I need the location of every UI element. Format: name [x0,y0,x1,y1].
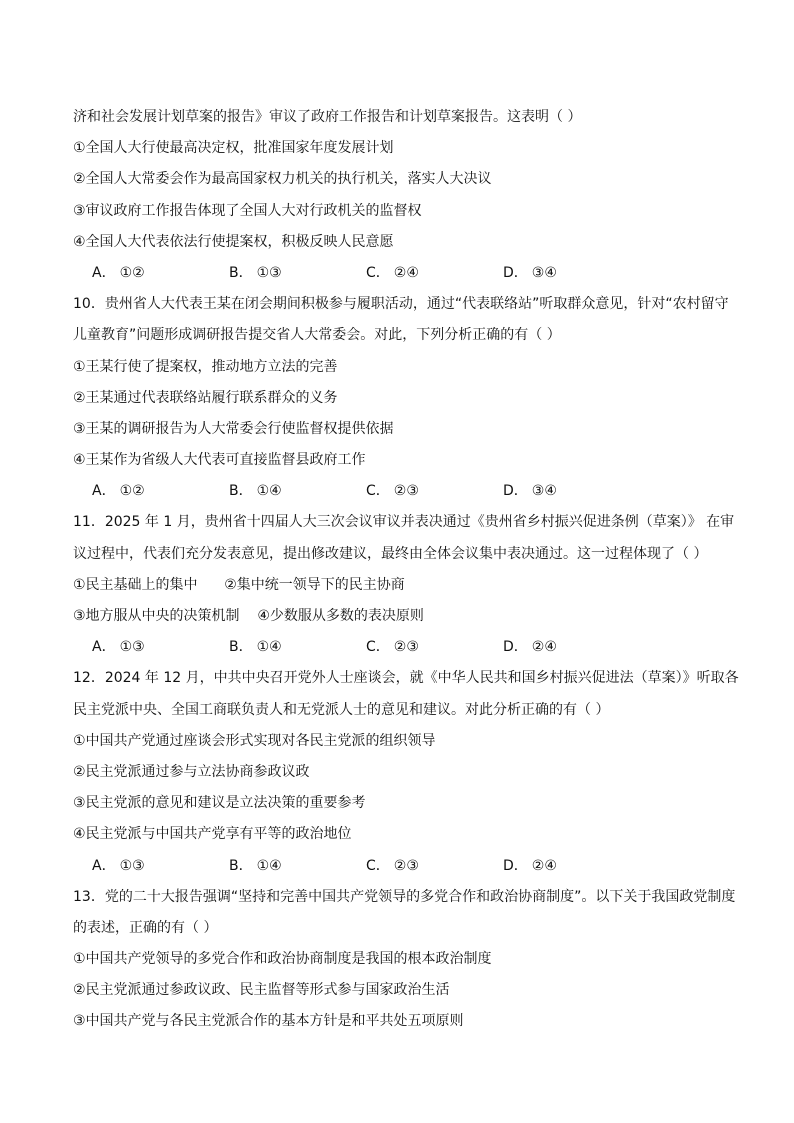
q11-items-row-1: ①民主基础上的集中 ②集中统一领导下的民主协商 [73,576,405,593]
q11-items-row-2: ③地方服从中央的决策机制 ④少数服从多数的表决原则 [73,608,424,624]
q9-option-b[interactable]: B． ①③ [229,264,282,281]
q13-item-3: ③中国共产党与各民主党派合作的基本方针是和平共处五项原则 [73,1013,464,1030]
q9-item-4: ④全国人大代表依法行使提案权，积极反映人民意愿 [73,233,394,250]
q10-options [73,476,723,507]
q12-item-2: ②民主党派通过参与立法协商参政议政 [73,763,310,780]
q13-stem-line-2: 的表述，正确的有（ ） [73,919,218,936]
q12-option-c[interactable]: C． ②③ [366,857,419,874]
q12-stem-line-2: 民主党派中央、全国工商联负责人和无党派人士的意见和建议。对此分析正确的有（ ） [73,701,610,718]
q11-option-c[interactable]: C． ②③ [366,639,419,656]
q12-options [73,851,723,882]
q9-item-2: ②全国人大常委会作为最高国家权力机关的执行机关，落实人大决议 [73,171,492,188]
q10-option-a[interactable]: A． ①② [92,483,145,500]
q10-item-3: ③王某的调研报告为人大常委会行使监督权提供依据 [73,420,394,437]
q13-item-2: ②民主党派通过参政议政、民主监督等形式参与国家政治生活 [73,982,450,999]
q10-item-4: ④王某作为省级人大代表可直接监督县政府工作 [73,452,366,469]
q11-option-b[interactable]: B． ①④ [229,639,282,656]
q11-option-d[interactable]: D． ②④ [503,639,557,656]
q10-item-2: ②王某通过代表联络站履行联系群众的义务 [73,389,338,406]
q10-option-b[interactable]: B． ①④ [229,483,282,500]
exam-page [73,102,739,1038]
q12-option-a[interactable]: A． ①③ [92,857,145,874]
q12-item-4: ④民主党派与中国共产党享有平等的政治地位 [73,826,352,843]
q11-option-a[interactable]: A． ①③ [92,639,145,656]
q12-stem-line-1: 12．2024 年 12 月，中共中央召开党外人士座谈会，就《中华人民共和国乡村振兴促进法（草案）》听取各 [73,670,739,687]
q9-options [73,258,723,289]
q10-option-d[interactable]: D． ③④ [503,483,557,500]
q13-item-1: ①中国共产党领导的多党合作和政治协商制度是我国的根本政治制度 [73,951,492,968]
q11-stem-line-1: 11．2025 年 1 月，贵州省十四届人大三次会议审议并表决通过《贵州省乡村振兴促进条例（草案）》 在审 [73,514,735,531]
q10-option-c[interactable]: C． ②③ [366,483,419,500]
q11-options [73,632,723,663]
q10-stem-line-1: 10．贵州省人大代表王某在闭会期间积极参与履职活动，通过“代表联络站”听取群众意见，针对“农村留守 [73,296,729,313]
q13-stem-line-1: 13．党的二十大报告强调“坚持和完善中国共产党领导的多党合作和政治协商制度”。以下关于我国政党制度 [73,888,736,905]
q9-stem: 济和社会发展计划草案的报告》审议了政府工作报告和计划草案报告。这表明（ ） [73,109,582,125]
q9-option-d[interactable]: D． ③④ [503,264,557,281]
q12-item-1: ①中国共产党通过座谈会形式实现对各民主党派的组织领导 [73,732,436,749]
q10-item-1: ①王某行使了提案权，推动地方立法的完善 [73,358,338,375]
q12-item-3: ③民主党派的意见和建议是立法决策的重要参考 [73,795,366,812]
q11-stem-line-2: 议过程中，代表们充分发表意见，提出修改建议，最终由全体会议集中表决通过。这一过程体现了（ ） [73,545,708,562]
q9-item-3: ③审议政府工作报告体现了全国人大对行政机关的监督权 [73,202,422,219]
q9-item-1: ①全国人大行使最高决定权，批准国家年度发展计划 [73,140,394,157]
q12-option-d[interactable]: D． ②④ [503,857,557,874]
q9-option-a[interactable]: A． ①② [92,264,145,281]
q12-option-b[interactable]: B． ①④ [229,857,282,874]
q9-option-c[interactable]: C． ②④ [366,264,419,281]
q10-stem-line-2: 儿童教育”问题形成调研报告提交省人大常委会。对此，下列分析正确的有（ ） [73,327,561,344]
